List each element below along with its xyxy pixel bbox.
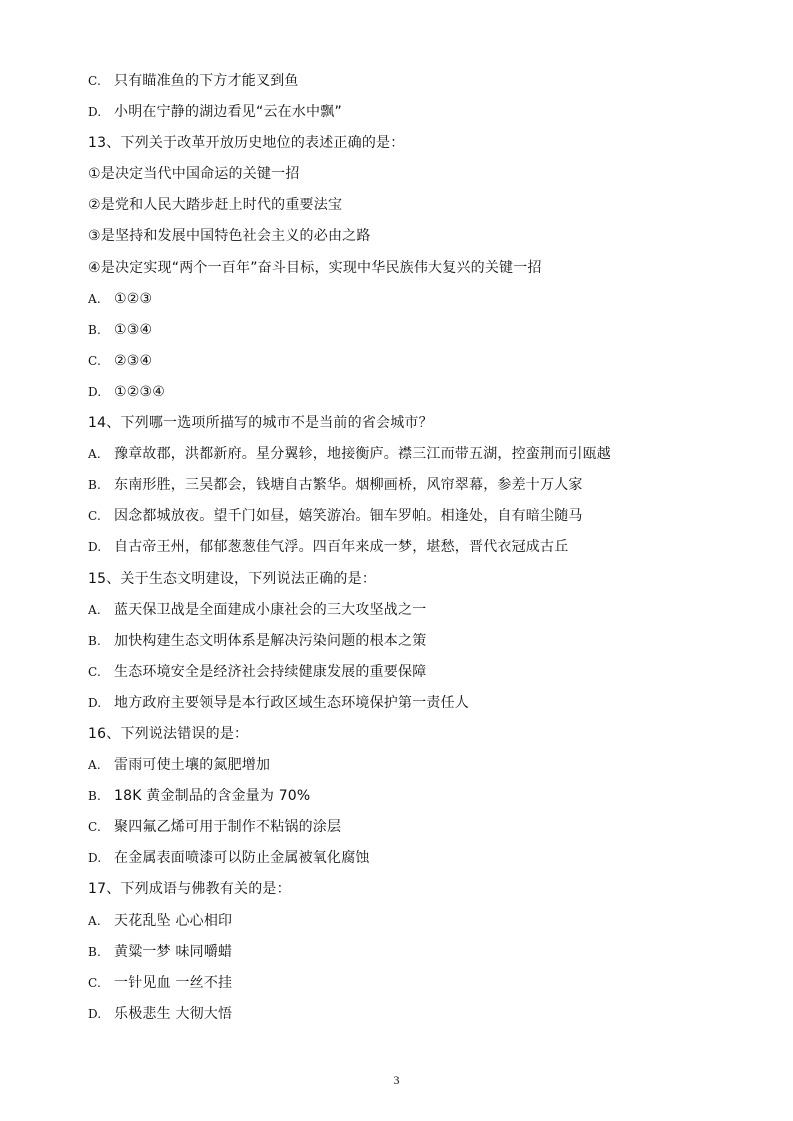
question-line — [88, 253, 728, 284]
option-letter: C. — [88, 975, 101, 990]
answer-option — [88, 812, 728, 843]
option-letter: A. — [88, 758, 101, 773]
answer-option — [88, 781, 728, 812]
option-letter: B. — [88, 789, 102, 804]
option-text: 乐极悲生 大彻大悟 — [114, 1005, 233, 1022]
option-letter: B. — [88, 478, 102, 493]
answer-option — [88, 66, 728, 97]
option-letter: D. — [88, 105, 102, 120]
answer-option — [88, 688, 728, 719]
option-letter: A. — [88, 913, 101, 928]
answer-option — [88, 501, 728, 532]
option-text: 聚四氟乙烯可用于制作不粘锅的涂层 — [114, 819, 342, 836]
option-text: 天花乱坠 心心相印 — [114, 912, 233, 929]
answer-option — [88, 595, 728, 626]
answer-option — [88, 284, 728, 315]
document-body — [88, 66, 728, 1030]
question-text: 15、关于生态文明建设，下列说法正确的是： — [88, 570, 377, 587]
option-text: 自古帝王州，郁郁葱葱佳气浮。四百年来成一梦，堪愁，晋代衣冠成古丘 — [114, 539, 569, 556]
option-letter: A. — [88, 447, 101, 462]
option-text: ①②③④ — [114, 383, 166, 400]
option-letter: C. — [88, 353, 101, 368]
answer-option — [88, 470, 728, 501]
option-text: 地方政府主要领导是本行政区域生态环境保护第一责任人 — [114, 694, 469, 711]
question-text: 17、下列成语与佛教有关的是： — [88, 881, 291, 898]
question-text: 16、下列说法错误的是： — [88, 725, 249, 742]
option-text: ①②③ — [114, 290, 153, 307]
option-text: 雷雨可使土壤的氮肥增加 — [114, 757, 271, 774]
option-letter: B. — [88, 944, 102, 959]
option-letter: D. — [88, 695, 102, 710]
option-letter: C. — [88, 820, 101, 835]
option-letter: C. — [88, 74, 101, 88]
answer-option — [88, 937, 728, 968]
option-text: 东南形胜，三吴都会，钱塘自古繁华。烟柳画桥，风帘翠幕，参差十万人家 — [114, 477, 583, 494]
option-text: ①③④ — [114, 321, 153, 338]
answer-option — [88, 657, 728, 688]
option-text: 黄粱一梦 味同嚼蜡 — [114, 943, 233, 960]
question-line — [88, 190, 728, 221]
option-text: 豫章故郡，洪都新府。星分翼轸，地接衡庐。襟三江而带五湖，控蛮荆而引瓯越 — [114, 446, 611, 463]
answer-option — [88, 626, 728, 657]
option-letter: B. — [88, 322, 102, 337]
answer-option — [88, 439, 728, 470]
answer-option — [88, 346, 728, 377]
option-text: 蓝天保卫战是全面建成小康社会的三大攻坚战之一 — [114, 601, 427, 618]
option-letter: D. — [88, 384, 102, 399]
option-letter: D. — [88, 540, 102, 555]
question-text: ③是坚持和发展中国特色社会主义的必由之路 — [88, 228, 371, 245]
question-line — [88, 159, 728, 190]
question-text: ②是党和人民大踏步赶上时代的重要法宝 — [88, 197, 343, 214]
option-text: 在金属表面喷漆可以防止金属被氧化腐蚀 — [114, 850, 370, 867]
option-text: 一针见血 一丝不挂 — [114, 974, 233, 991]
question-text: 14、下列哪一选项所描写的城市不是当前的省会城市？ — [88, 415, 433, 432]
answer-option — [88, 315, 728, 346]
option-letter: A. — [88, 291, 101, 306]
answer-option — [88, 377, 728, 408]
answer-option — [88, 843, 728, 874]
option-text: 18K 黄金制品的含金量为 70% — [114, 788, 311, 805]
option-text: 因念都城放夜。望千门如昼，嬉笑游冶。钿车罗帕。相逢处，自有暗尘随马 — [114, 508, 583, 525]
option-letter: C. — [88, 509, 101, 524]
answer-option — [88, 968, 728, 999]
answer-option — [88, 999, 728, 1030]
question-line — [88, 408, 728, 439]
option-letter: B. — [88, 633, 102, 648]
page-number: 3 — [393, 1073, 400, 1087]
question-line — [88, 874, 728, 905]
option-text: 小明在宁静的湖边看见“云在水中飘” — [114, 104, 342, 121]
answer-option — [88, 532, 728, 563]
question-text: ④是决定实现“两个一百年”奋斗目标，实现中华民族伟大复兴的关键一招 — [88, 259, 542, 276]
option-letter: C. — [88, 664, 101, 679]
option-text: 只有瞄准鱼的下方才能叉到鱼 — [114, 73, 299, 89]
option-text: ②③④ — [114, 352, 153, 369]
option-letter: A. — [88, 602, 101, 617]
option-letter: D. — [88, 1006, 102, 1021]
option-letter: D. — [88, 851, 102, 866]
question-text: ①是决定当代中国命运的关键一招 — [88, 166, 300, 183]
answer-option — [88, 750, 728, 781]
question-line — [88, 128, 728, 159]
answer-option — [88, 97, 728, 128]
option-text: 生态环境安全是经济社会持续健康发展的重要保障 — [114, 663, 427, 680]
answer-option — [88, 906, 728, 937]
question-text: 13、下列关于改革开放历史地位的表述正确的是： — [88, 135, 405, 152]
question-line — [88, 719, 728, 750]
option-text: 加快构建生态文明体系是解决污染问题的根本之策 — [114, 632, 427, 649]
question-line — [88, 221, 728, 252]
question-line — [88, 564, 728, 595]
